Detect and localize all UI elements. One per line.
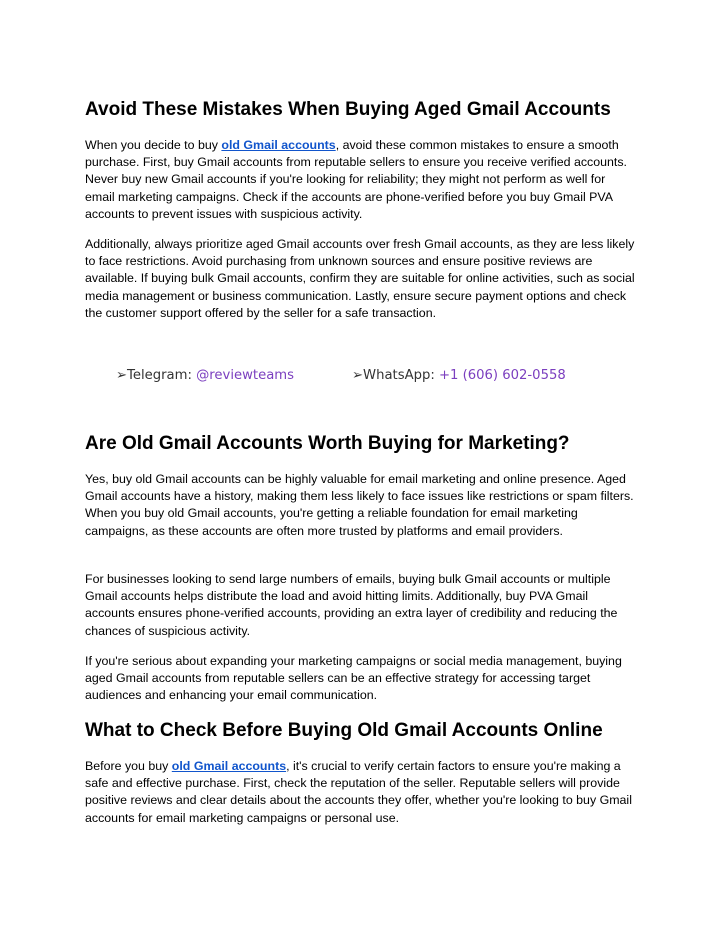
section-2-paragraph-1: Yes, buy old Gmail accounts can be highly valuable for email marketing and online presence. Aged Gmail accounts have a history, making them less likely to face issues like restrictions or spam filters. When you buy old Gmail accounts, you're getting a reliable foundation for email marketing campaigns, as these accounts are often more trusted by platforms and email providers. (85, 472, 634, 538)
old-gmail-accounts-link[interactable]: old Gmail accounts (221, 138, 336, 152)
telegram-contact (116, 368, 294, 383)
section-3-p1-text-after: , it's crucial to verify certain factors to ensure you're making a safe and effective purchase. First, check the reputation of the seller. Reputable sellers will provide positive reviews and clear details about the accounts they offer, whether you're looking to buy Gmail accounts for email marketing campaigns or personal use. (85, 759, 632, 825)
section-3-p1-text-before: Before you buy (85, 759, 172, 773)
section-1-paragraph-1 (85, 137, 637, 223)
section-2-paragraph-2: For businesses looking to send large numbers of emails, buying bulk Gmail accounts or multiple Gmail accounts helps distribute the load and avoid hitting limits. Additionally, buy PVA Gmail accounts ensures phone-verified accounts, providing an extra layer of credibility and reducing the chances of suspicious activity. (85, 572, 618, 638)
section-3-paragraph-1 (85, 758, 637, 827)
telegram-handle-link[interactable]: @reviewteams (196, 368, 294, 383)
section-2-title: Are Old Gmail Accounts Worth Buying for Marketing? (85, 433, 570, 454)
whatsapp-contact (352, 368, 566, 383)
whatsapp-label: ➢WhatsApp: (352, 368, 439, 383)
telegram-label: ➢Telegram: (116, 368, 197, 383)
section-3-title: What to Check Before Buying Old Gmail Accounts Online (85, 720, 603, 741)
section-1-p1-text-after: , avoid these common mistakes to ensure a smooth purchase. First, buy Gmail accounts from reputable sellers to ensure you receive verified accounts. Never buy new Gmail accounts if you're looking for reliability; they might not perform as well for email marketing campaigns. Check if the accounts are phone-verified before you buy Gmail PVA accounts to prevent issues with suspicious activity. (85, 138, 627, 221)
section-1-p1-text-before: When you decide to buy (85, 138, 222, 152)
section-1-title: Avoid These Mistakes When Buying Aged Gmail Accounts (85, 99, 611, 120)
old-gmail-accounts-link-2[interactable]: old Gmail accounts (171, 759, 287, 773)
section-1-paragraph-2: Additionally, always prioritize aged Gmail accounts over fresh Gmail accounts, as they are less likely to face restrictions. Avoid purchasing from unknown sources and ensure positive reviews are available. If buying bulk Gmail accounts, confirm they are suitable for online activities, such as social media management or business communication. Lastly, ensure secure payment options and check the customer support offered by the seller for a safe transaction. (85, 237, 635, 320)
section-2-paragraph-3: If you're serious about expanding your marketing campaigns or social media management, buying aged Gmail accounts from reputable sellers can be an effective strategy for accessing target audiences and enhancing your email communication. (85, 654, 622, 703)
whatsapp-number-link[interactable]: +1 (606) 602-0558 (438, 368, 566, 383)
